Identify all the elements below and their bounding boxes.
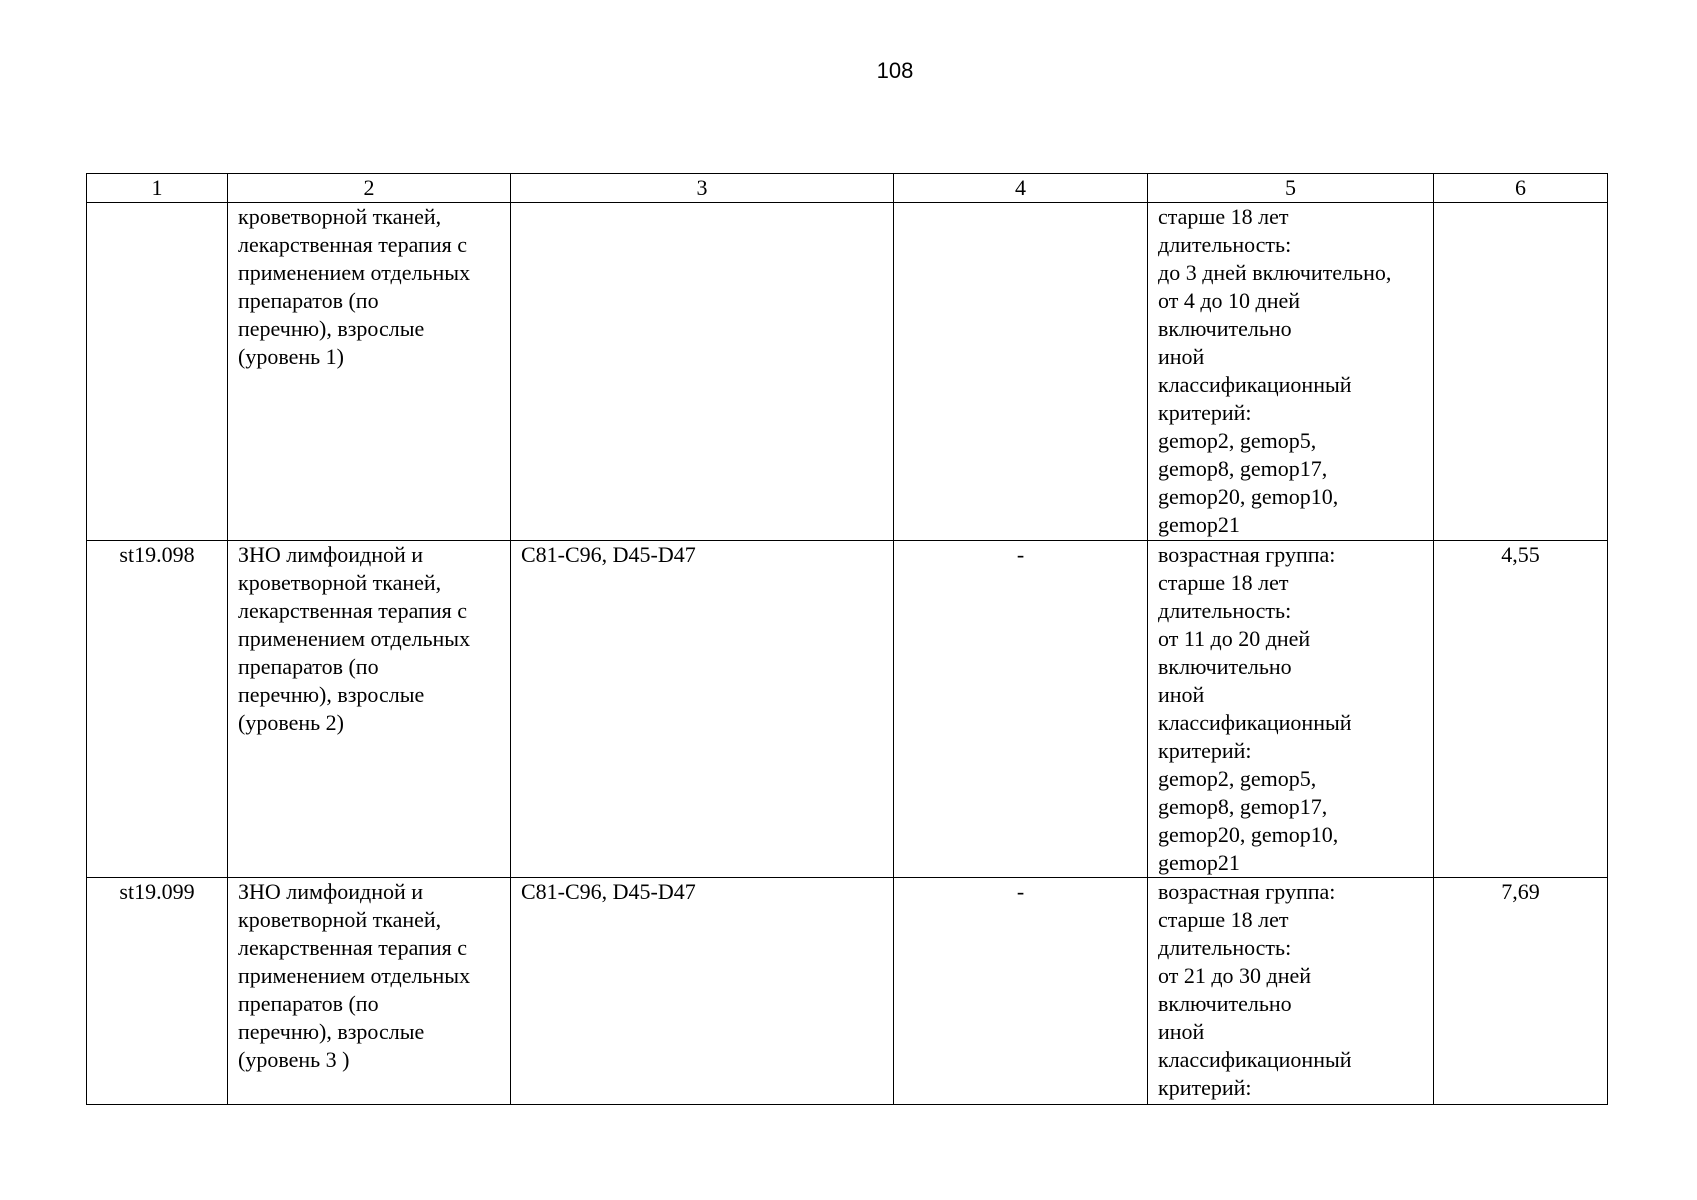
tariff-table <box>86 173 1608 1105</box>
criteria-line: длительность: <box>1158 935 1292 960</box>
criteria-line: иной <box>1158 682 1205 707</box>
table-row <box>87 878 1608 1105</box>
name-line: применением отдельных <box>238 626 471 651</box>
name-line: перечню), взрослые <box>238 682 425 707</box>
criteria-line: старше 18 лет <box>1158 907 1289 932</box>
header-col-1: 1 <box>87 174 228 203</box>
criteria-line: включительно <box>1158 654 1292 679</box>
name-line: препаратов (по <box>238 288 379 313</box>
cell-criteria <box>1148 203 1434 541</box>
page-number: 108 <box>876 58 914 83</box>
cell-name <box>228 878 511 1105</box>
name-line: кроветворной тканей, <box>238 907 442 932</box>
cell-service: - <box>894 541 1148 878</box>
name-line: перечню), взрослые <box>238 316 425 341</box>
name-line: ЗНО лимфоидной и <box>238 542 424 567</box>
cell-code: st19.099 <box>87 878 228 1105</box>
cell-coefficient: 7,69 <box>1434 878 1608 1105</box>
name-line: применением отдельных <box>238 963 471 988</box>
criteria-line: возрастная группа: <box>1158 879 1336 904</box>
criteria-line: gemop8, gemop17, <box>1158 794 1328 819</box>
criteria-line: старше 18 лет <box>1158 570 1289 595</box>
name-line: кроветворной тканей, <box>238 570 442 595</box>
cell-diagnosis <box>511 203 894 541</box>
cell-service <box>894 203 1148 541</box>
criteria-line: длительность: <box>1158 232 1292 257</box>
criteria-line: возрастная группа: <box>1158 542 1336 567</box>
header-col-6: 6 <box>1434 174 1608 203</box>
criteria-line: gemop2, gemop5, <box>1158 428 1317 453</box>
cell-diagnosis: C81-C96, D45-D47 <box>511 541 894 878</box>
criteria-line: критерий: <box>1158 738 1252 763</box>
cell-coefficient: 4,55 <box>1434 541 1608 878</box>
criteria-line: до 3 дней включительно, <box>1158 260 1392 285</box>
criteria-line: gemop21 <box>1158 850 1240 875</box>
criteria-line: включительно <box>1158 316 1292 341</box>
name-line: лекарственная терапия с <box>238 232 467 257</box>
name-line: (уровень 1) <box>238 344 344 369</box>
cell-code: st19.098 <box>87 541 228 878</box>
criteria-line: иной <box>1158 344 1205 369</box>
name-line: перечню), взрослые <box>238 1019 425 1044</box>
header-col-5: 5 <box>1148 174 1434 203</box>
name-line: лекарственная терапия с <box>238 935 467 960</box>
criteria-line: gemop21 <box>1158 512 1240 537</box>
criteria-line: от 21 до 30 дней <box>1158 963 1312 988</box>
criteria-line: классификационный <box>1158 372 1352 397</box>
cell-criteria <box>1148 878 1434 1105</box>
table-row <box>87 541 1608 878</box>
criteria-line: gemop20, gemop10, <box>1158 484 1339 509</box>
header-col-2: 2 <box>228 174 511 203</box>
name-line: лекарственная терапия с <box>238 598 467 623</box>
header-col-4: 4 <box>894 174 1148 203</box>
name-line: (уровень 2) <box>238 710 344 735</box>
table-header-row <box>87 174 1608 203</box>
criteria-line: gemop8, gemop17, <box>1158 456 1328 481</box>
criteria-line: gemop20, gemop10, <box>1158 822 1339 847</box>
criteria-line: от 11 до 20 дней <box>1158 626 1311 651</box>
criteria-line: старше 18 лет <box>1158 204 1289 229</box>
criteria-line: иной <box>1158 1019 1205 1044</box>
name-line: применением отдельных <box>238 260 471 285</box>
criteria-line: от 4 до 10 дней <box>1158 288 1301 313</box>
name-line: кроветворной тканей, <box>238 204 442 229</box>
name-line: (уровень 3 ) <box>238 1047 350 1072</box>
table-row <box>87 203 1608 541</box>
criteria-line: классификационный <box>1158 1047 1352 1072</box>
name-line: препаратов (по <box>238 654 379 679</box>
criteria-line: классификационный <box>1158 710 1352 735</box>
cell-service: - <box>894 878 1148 1105</box>
criteria-line: длительность: <box>1158 598 1292 623</box>
cell-diagnosis: C81-C96, D45-D47 <box>511 878 894 1105</box>
criteria-line: критерий: <box>1158 400 1252 425</box>
cell-criteria <box>1148 541 1434 878</box>
header-col-3: 3 <box>511 174 894 203</box>
name-line: ЗНО лимфоидной и <box>238 879 424 904</box>
criteria-line: критерий: <box>1158 1075 1252 1100</box>
cell-name <box>228 541 511 878</box>
cell-name <box>228 203 511 541</box>
name-line: препаратов (по <box>238 991 379 1016</box>
criteria-line: gemop2, gemop5, <box>1158 766 1317 791</box>
criteria-line: включительно <box>1158 991 1292 1016</box>
cell-coefficient <box>1434 203 1608 541</box>
cell-code <box>87 203 228 541</box>
